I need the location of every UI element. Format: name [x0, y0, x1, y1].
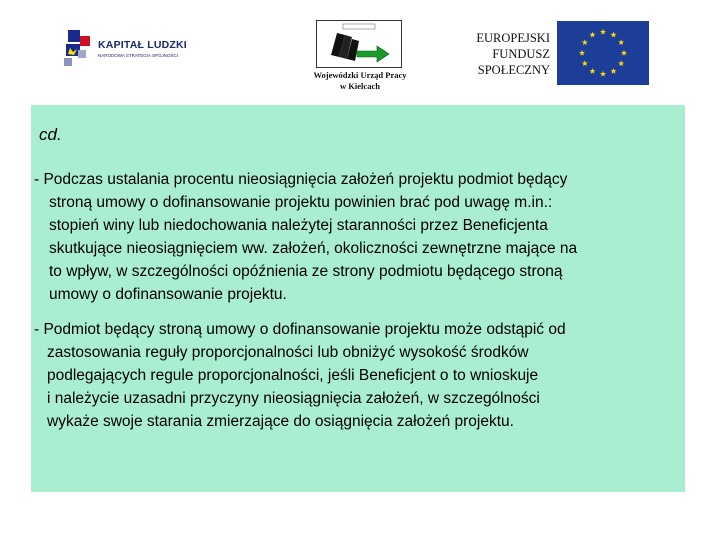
paragraph-1-line: stopień winy lub niedochowania należytej staranności przez Beneficjenta [49, 217, 548, 234]
eu-stars-icon [557, 21, 649, 85]
wup-caption-line1: Wojewódzki Urząd Pracy [313, 70, 407, 80]
wup-caption [295, 70, 425, 92]
eu-star-icon [600, 29, 606, 35]
content-panel [31, 105, 685, 492]
efs-line3: SPOŁECZNY [477, 63, 550, 77]
eu-star-icon [610, 68, 616, 74]
eu-star-icon [610, 32, 616, 38]
eu-star-icon [600, 71, 606, 77]
content-heading: cd. [39, 125, 62, 144]
eu-flag [557, 21, 649, 85]
wup-emblem-icon [317, 21, 401, 67]
paragraph-1-line: to wpływ, w szczególności opóźnienia ze strony podmiotu będącego stroną [49, 263, 563, 280]
efs-label [440, 30, 550, 78]
eu-star-icon [589, 32, 595, 38]
paragraph-2-line: wykaże swoje starania zmierzające do osiągnięcia założeń projektu. [47, 413, 514, 430]
eu-star-icon [582, 39, 588, 45]
eu-star-icon [579, 50, 585, 56]
paragraph-2-line: podlegających regule proporcjonalności, jeśli Beneficjent o to wnioskuje [47, 367, 539, 384]
paragraph-2-line: i należycie uzasadni przyczyny nieosiągnięcia założeń, w szczególności [47, 390, 540, 407]
paragraph-1-line: - Podczas ustalania procentu nieosiągnięcia założeń projektu podmiot będący [34, 171, 568, 188]
wup-logo [316, 20, 402, 68]
eu-star-icon [589, 68, 595, 74]
kapital-ludzki-emblem-icon [62, 28, 98, 68]
eu-star-icon [618, 60, 624, 66]
wup-caption-line2: w Kielcach [340, 81, 380, 91]
eu-star-icon [618, 39, 624, 45]
paragraph-1-line: skutkujące nieosiągnięciem ww. założeń, okoliczności zewnętrzne mające na [49, 240, 578, 257]
paragraph-1 [34, 168, 577, 306]
paragraph-2 [34, 318, 566, 433]
kapital-ludzki-logo [62, 28, 192, 70]
efs-line2: FUNDUSZ [492, 47, 550, 61]
eu-star-icon [621, 50, 627, 56]
paragraph-2-line: zastosowania reguły proporcjonalności lub obniżyć wysokość środków [47, 344, 529, 361]
eu-star-icon [582, 60, 588, 66]
efs-line1: EUROPEJSKI [476, 31, 550, 45]
paragraph-1-line: stroną umowy o dofinansowanie projektu powinien brać pod uwagę m.in.: [49, 194, 553, 211]
kapital-ludzki-title: KAPITAŁ LUDZKI [98, 39, 187, 51]
kapital-ludzki-subtitle: NARODOWA STRATEGIA SPÓJNOŚCI [98, 53, 179, 58]
paragraph-2-line: - Podmiot będący stroną umowy o dofinansowanie projektu może odstąpić od [34, 321, 566, 338]
paragraph-1-line: umowy o dofinansowanie projektu. [49, 286, 287, 303]
